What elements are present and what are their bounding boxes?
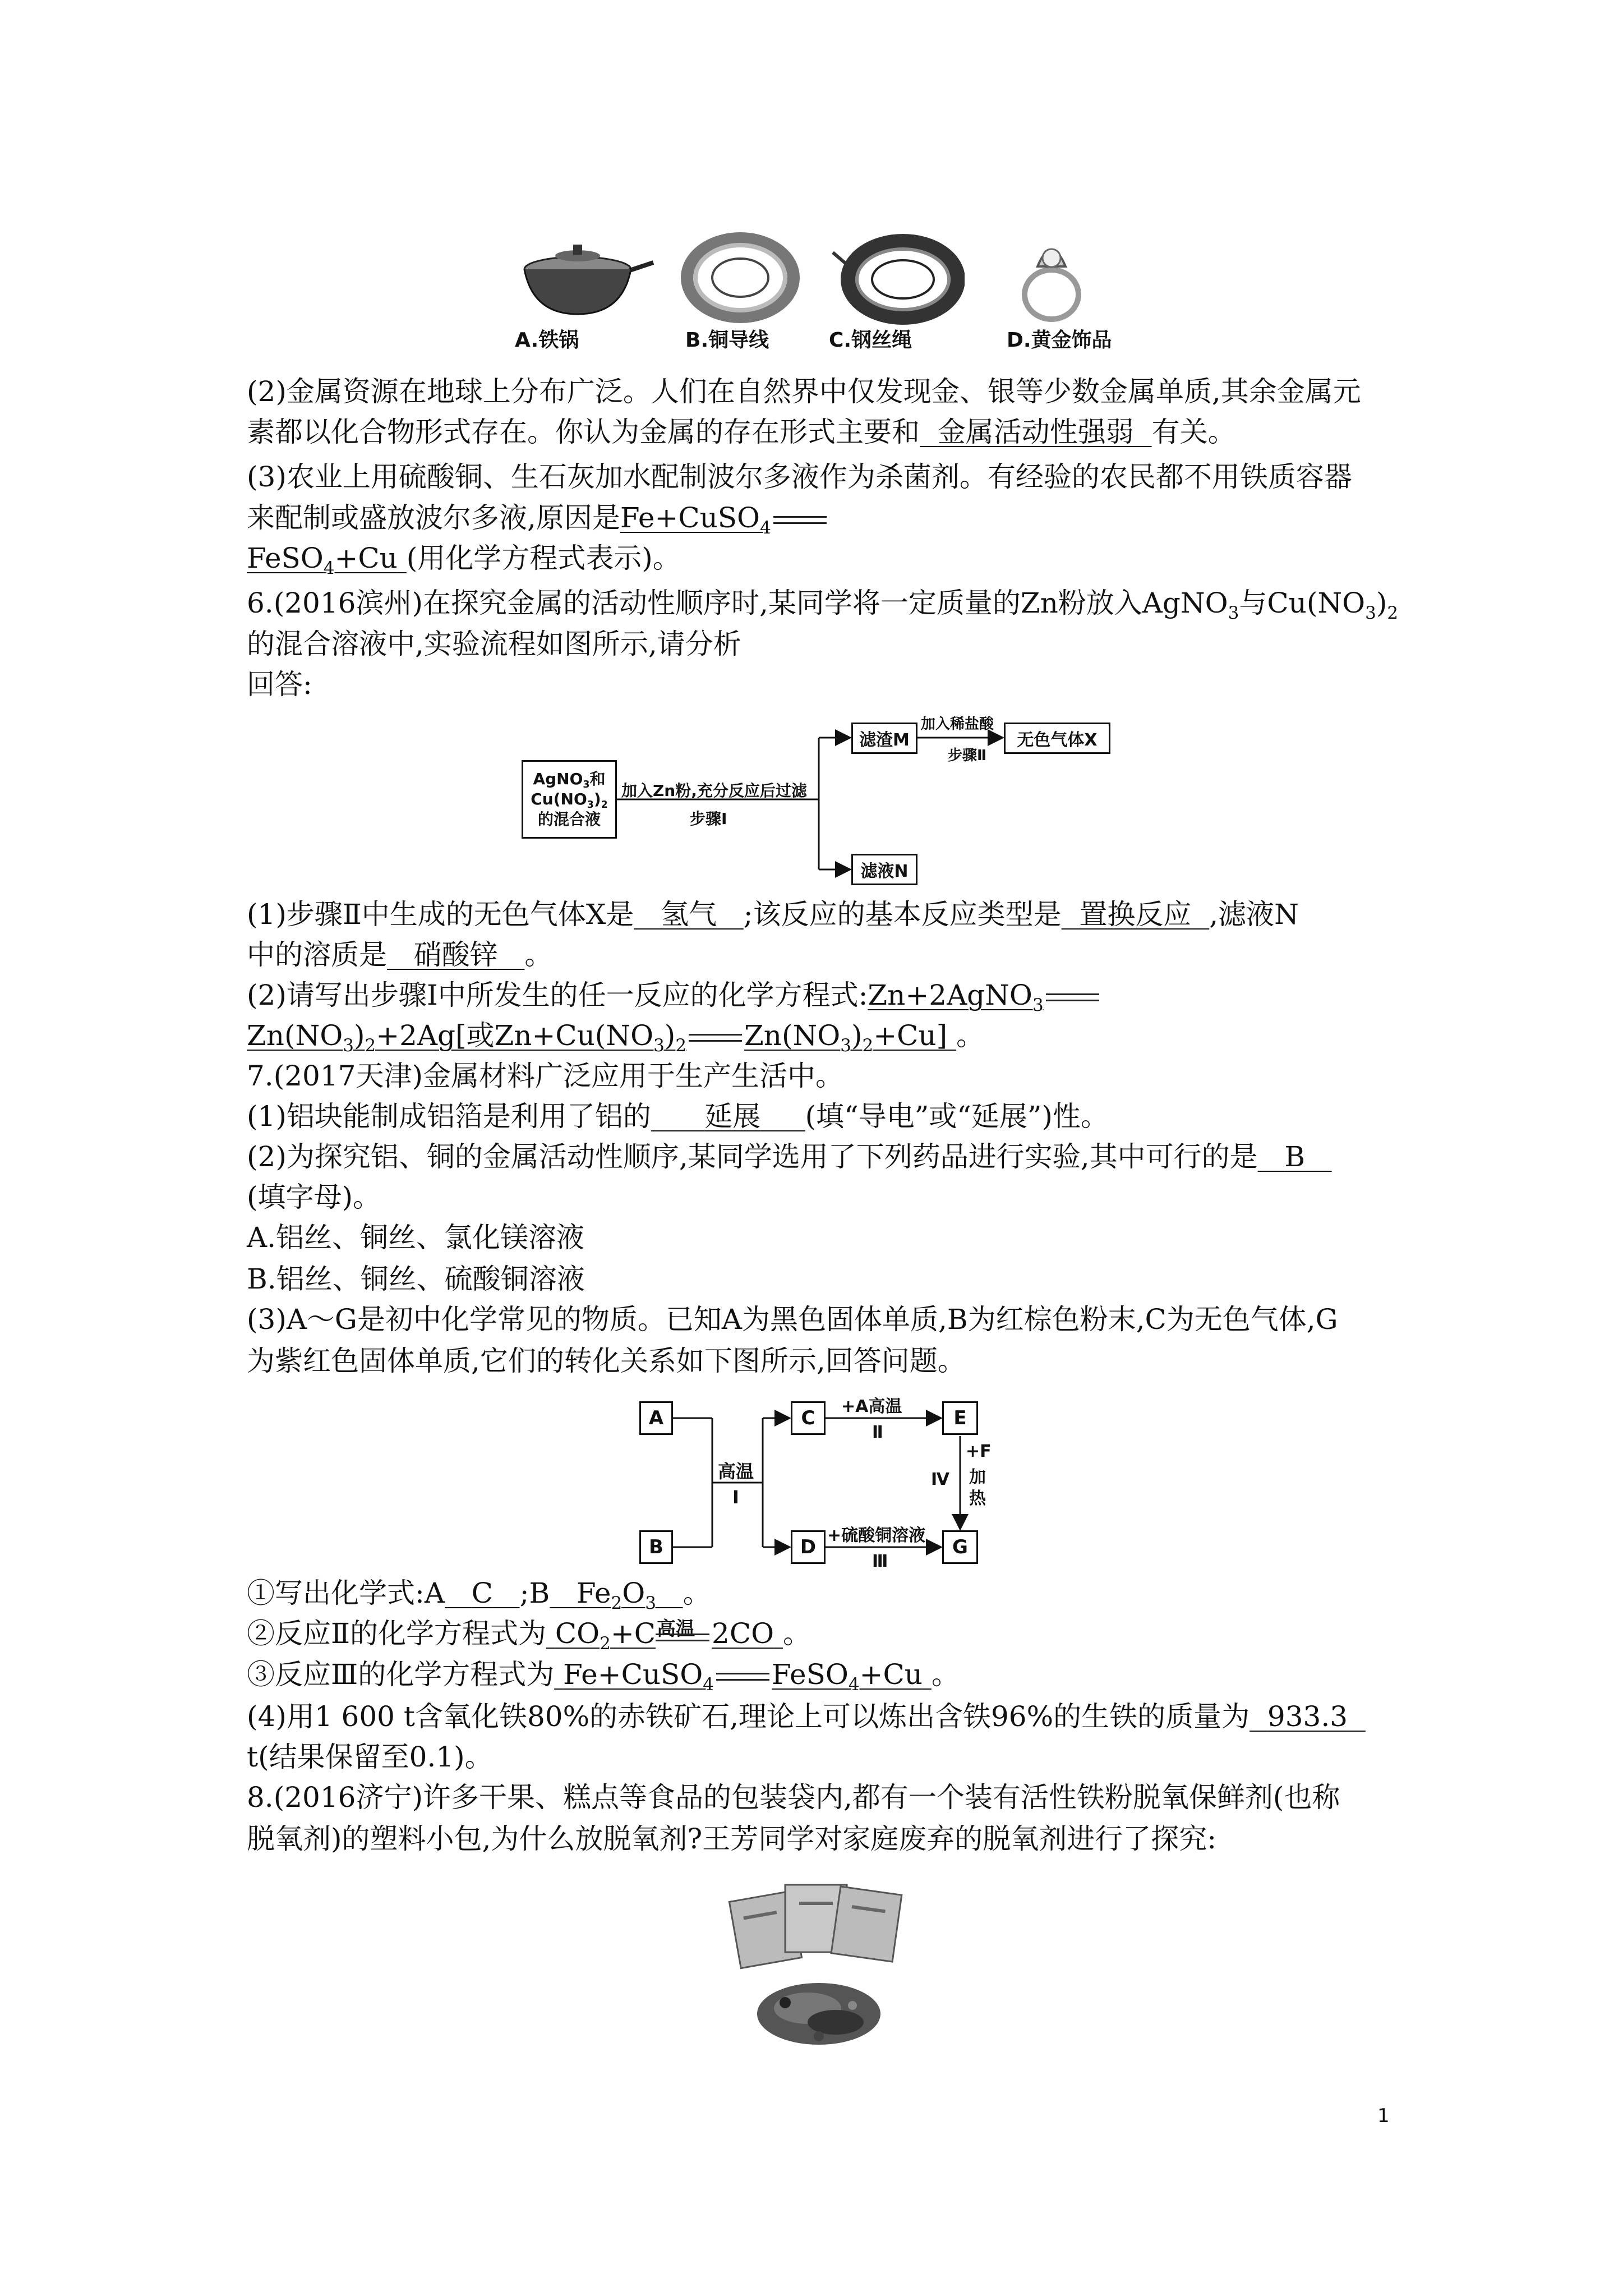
flow-step2-label: 加入稀盐酸 (921, 716, 994, 733)
q7-conversion-diagram (634, 1397, 1004, 1571)
q6-p1-line2: 中的溶质是 硝酸锌 。 (247, 938, 553, 971)
q5-p2-text: 素都以化合物形式存在。你认为金属的存在形式主要和 (247, 416, 920, 448)
flow-residue-m: 滤渣M (851, 723, 917, 754)
copper-wire-icon (679, 230, 802, 325)
q7-p4-line1: (4)用1 600 t含氧化铁80%的赤铁矿石,理论上可以炼出含铁96%的生铁的质量为 933.3 (247, 1700, 1366, 1733)
q7-s1: ①写出化学式:A C ;B $Fe_2O_3$ 。 (247, 1577, 711, 1613)
label-heat-2: 热 (969, 1489, 986, 1508)
label-roman-1: Ⅰ (732, 1487, 739, 1508)
equals-sign (1046, 993, 1099, 1001)
flow-filtrate-n: 滤液N (851, 854, 917, 885)
q5-p3-line3 (247, 541, 681, 578)
caption-b: B.铜导线 (685, 329, 769, 352)
q7-p3-line1: (3)A～G是初中化学常见的物质。已知A为黑色固体单质,B为红棕色粉末,C为无色气体,G (247, 1303, 1338, 1336)
q5-p3-answer-a: Fe+CuSO$_4$ (620, 501, 771, 538)
page-number: 1 (1377, 2105, 1390, 2127)
label-high-temp: 高温 (718, 1461, 754, 1482)
q7-p4-answer: 933.3 (1267, 1700, 1348, 1733)
node-a: A (639, 1401, 673, 1435)
q6-p2-line2: $Zn(NO_3)_2+2Ag$[或$Zn+Cu(NO_3)_2$ $Zn(NO_3)_2+Cu$] 。 (247, 1019, 985, 1056)
node-e: E (942, 1401, 978, 1435)
q7-s1-answer-b: $Fe_2O_3$ (576, 1577, 656, 1613)
flow-step1-name: 步骤Ⅰ (690, 809, 727, 828)
q7-option-b: B.铝丝、铜丝、硫酸铜溶液 (247, 1263, 585, 1295)
q8-line2: 脱氧剂)的塑料小包,为什么放脱氧剂?王芳同学对家庭废弃的脱氧剂进行了探究: (247, 1823, 1217, 1855)
node-d: D (791, 1530, 826, 1564)
deoxidizer-packets-photo (723, 1874, 914, 2064)
q7-option-a: A.铝丝、铜丝、氯化镁溶液 (247, 1221, 585, 1254)
q5-p3-line2 (247, 501, 829, 538)
flow-step1-label: 加入Zn粉,充分反应后过滤 (621, 781, 807, 800)
caption-d: D.黄金饰品 (1007, 329, 1112, 352)
q6-answer-reaction-type: 置换反应 (1079, 898, 1192, 931)
q7-s1-answer-a: C (471, 1577, 493, 1609)
q5-p2-answer: 金属活动性强弱 (937, 416, 1134, 448)
q5-p3-line1: (3)农业上用硫酸铜、生石灰加水配制波尔多液作为杀菌剂。有经验的农民都不用铁质容器 (247, 461, 1352, 493)
caption-a: A.铁锅 (515, 329, 579, 352)
q7-p3-line2: 为紫红色固体单质,它们的转化关系如下图所示,回答问题。 (247, 1345, 966, 1377)
flow-gas-x: 无色气体X (1004, 723, 1110, 754)
q6-answer-gas: 氢气 (661, 898, 717, 931)
equals-sign (689, 1034, 742, 1042)
node-g: G (942, 1530, 978, 1564)
q6-line1: 6.(2016滨州)在探究金属的活动性顺序时,某同学将一定质量的Zn粉放入AgNO$_3$与$Cu(NO_3)_2$ (247, 587, 1399, 623)
wok-icon (510, 236, 656, 325)
q7-s2-answer: $CO_2+C$ 高温 2CO (555, 1617, 774, 1654)
q6-p2-answer-a: Zn+2AgNO$_3$ (868, 979, 1044, 1015)
label-roman-2: Ⅱ (872, 1423, 883, 1442)
q7-s2: ②反应Ⅱ的化学方程式为 $CO_2+C$ 高温 2CO 。 (247, 1617, 811, 1654)
q6-flow-diagram (516, 712, 1133, 892)
equals-sign (716, 1673, 769, 1681)
q6-p1-line1: (1)步骤Ⅱ中生成的无色气体X是 氢气 ;该反应的基本反应类型是 置换反应 ,滤液N (247, 898, 1299, 931)
q7-s3: ③反应Ⅲ的化学方程式为 Fe+CuSO$_4$ FeSO$_4$+Cu 。 (247, 1658, 960, 1695)
q6-answer-solute: 硝酸锌 (413, 938, 498, 971)
flow-start-box: AgNO$_3$和 $Cu(NO_3)_2$ 的混合液 (522, 760, 617, 839)
q7-s3-answer: Fe+CuSO$_4$ FeSO$_4$+Cu (563, 1658, 923, 1695)
q7-p2-line1: (2)为探究铝、铜的金属活动性顺序,某同学选用了下列药品进行实验,其中可行的是 B (247, 1140, 1332, 1174)
q5-p3-text: 来配制或盛放波尔多液,原因是 (247, 501, 620, 534)
q5-p3-post: (用化学方程式表示)。 (406, 542, 681, 574)
q6-p2-answer-b: $Zn(NO_3)_2+2Ag$[或$Zn+Cu(NO_3)_2$ $Zn(NO_3)_2+Cu$] (247, 1019, 948, 1056)
label-roman-3: Ⅲ (872, 1552, 888, 1571)
q7-p4-line2: t(结果保留至0.1)。 (247, 1741, 493, 1773)
q7-title: 7.(2017天津)金属材料广泛应用于生产生活中。 (247, 1060, 843, 1092)
q7-p2-answer: B (1284, 1140, 1306, 1173)
flow-step2-name: 步骤Ⅱ (948, 747, 987, 764)
q6-line2: 的混合溶液中,实验流程如图所示,请分析 (247, 628, 741, 660)
label-plus-f: +F (966, 1442, 992, 1461)
q8-line1: 8.(2016济宁)许多干果、糕点等食品的包装袋内,都有一个装有活性铁粉脱氧保鲜剂(也称 (247, 1781, 1340, 1814)
label-d-to-g: +硫酸铜溶液 (827, 1526, 926, 1545)
q7-p1-answer: 延展 (704, 1100, 761, 1133)
caption-c: C.钢丝绳 (829, 329, 912, 352)
steel-rope-icon (830, 230, 965, 325)
label-roman-4: Ⅳ (931, 1470, 949, 1489)
q6-p2-line1: (2)请写出步骤Ⅰ中所发生的任一反应的化学方程式:Zn+2AgNO$_3$ (247, 978, 1101, 1012)
q5-p2-post: 有关。 (1151, 416, 1236, 448)
node-c: C (791, 1401, 826, 1435)
q7-s2-condition: 高温 (656, 1625, 712, 1647)
label-c-to-e: +A高温 (841, 1397, 902, 1416)
q5-p2-line1: (2)金属资源在地球上分布广泛。人们在自然界中仅发现金、银等少数金属单质,其余金属元 (247, 375, 1361, 408)
equals-sign (773, 516, 827, 524)
q5-p2-line2 (247, 415, 1236, 449)
label-heat-1: 加 (969, 1467, 986, 1487)
gold-ring-icon (1004, 227, 1099, 328)
q5-p3-answer-b: FeSO$_4$+Cu (247, 542, 398, 578)
q7-p1: (1)铝块能制成铝箔是利用了铝的 延展 (填“导电”或“延展”)性。 (247, 1100, 1109, 1133)
node-b: B (639, 1530, 673, 1564)
q7-p2-line2: (填字母)。 (247, 1181, 381, 1213)
q6-line3: 回答: (247, 668, 312, 701)
